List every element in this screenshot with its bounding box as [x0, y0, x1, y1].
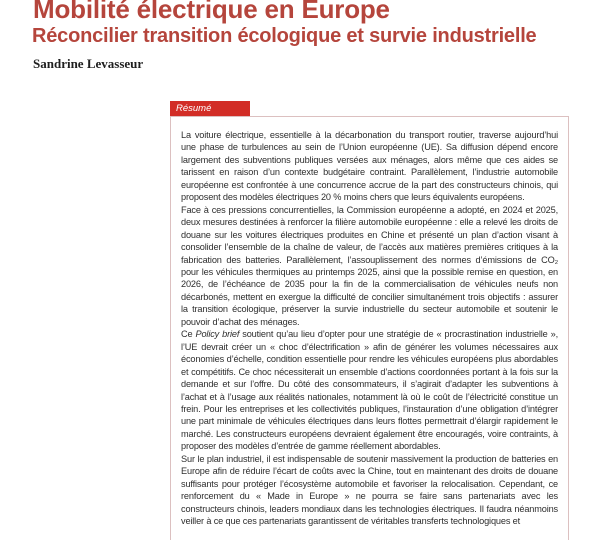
resume-paragraph-1: La voiture électrique, essentielle à la décarbonation du transport routier, traverse aujourd’hui une phase de turbulences au sein de l’Union européenne (UE). Sa diffusion dépend encore largement des subventions publiques versées aux ménages, alors même que ces aides se tarissent en raison d’un contexte budgétaire contraint. Parallèlement, l’industrie automobile européenne est confrontée à une concurrence accrue de la part des constructeurs chinois, qui proposent des modèles électriques 20 % moins chers que leurs équivalents européens.	[181, 130, 558, 203]
resume-tab-label: Résumé	[170, 101, 250, 116]
resume-paragraph-3-text: soutient qu’au lieu d’opter pour une stratégie de « procrastination industrielle », l’UE devrait créer un « choc d’électrification » afin de générer les volumes nécessaires aux économies d’échelle, condition essentielle pour rendre les véhicules européens plus abordables et compétitifs. Ce choc nécessiterait un ensemble d’actions coordonnées portant à la fois sur la demande et sur l’offre. Du côté des consommateurs, il s’agirait d’adapter les subventions à l’achat et à l’usage aux réalités nationales, notamment là où le coût de l’électricité constitue un frein. Pour les entreprises et les collectivités publiques, l’instauration d’une obligation d’intégrer une part minimale de véhicules électriques dans leurs flottes permettrait d’élargir rapidement le marché. Les constructeurs européens devraient également être encouragés, voire contraints, à proposer des modèles d’entrée de gamme réellement abordables.	[181, 329, 558, 452]
page-subtitle: Réconcilier transition écologique et survie industrielle	[32, 25, 537, 47]
resume-paragraph-3-text: Ce	[181, 329, 196, 340]
page-title: Mobilité électrique en Europe	[33, 0, 390, 24]
resume-paragraph-3	[181, 328, 558, 453]
policy-brief-italic-phrase: Policy brief	[195, 329, 240, 340]
resume-paragraph-4: Sur le plan industriel, il est indispensable de soutenir massivement la production de batteries en Europe afin de réduire l’écart de coûts avec la Chine, tout en maintenant des droits de douane suffisants pour protéger l’écosystème automobile et favoriser la relocalisation. Cependant, ce renforcement du « Made in Europe » ne pourra se faire sans partenariats avec les constructeurs chinois, leaders mondiaux dans les technologies électriques. Il faudra néanmoins veiller à ce que ces partenariats garantissent de véritables transferts technologiques et	[181, 453, 558, 527]
resume-paragraph-2: Face à ces pressions concurrentielles, la Commission européenne a adopté, en 2024 et 2025, deux mesures destinées à renforcer la filière automobile européenne : elle a relevé les droits de douane sur les voitures électriques produites en Chine et présenté un plan d’action visant à consolider l’ensemble de la chaîne de valeur, de l’accès aux matières premières critiques à la fabrication des batteries. Parallèlement, l’assouplissement des normes d’émissions de CO₂ pour les véhicules thermiques au printemps 2025, ainsi que la possible remise en question, en 2026, de l’échéance de 2035 pour la fin de la commercialisation de véhicules neufs non décarbonés, mettent en exergue la difficulté de concilier simultanément trois objectifs : assurer la transition écologique, préserver la survie industrielle du secteur automobile et soutenir le pouvoir d’achat des ménages.	[181, 204, 558, 327]
resume-abstract-box	[170, 116, 569, 540]
author-name: Sandrine Levasseur	[33, 56, 144, 71]
